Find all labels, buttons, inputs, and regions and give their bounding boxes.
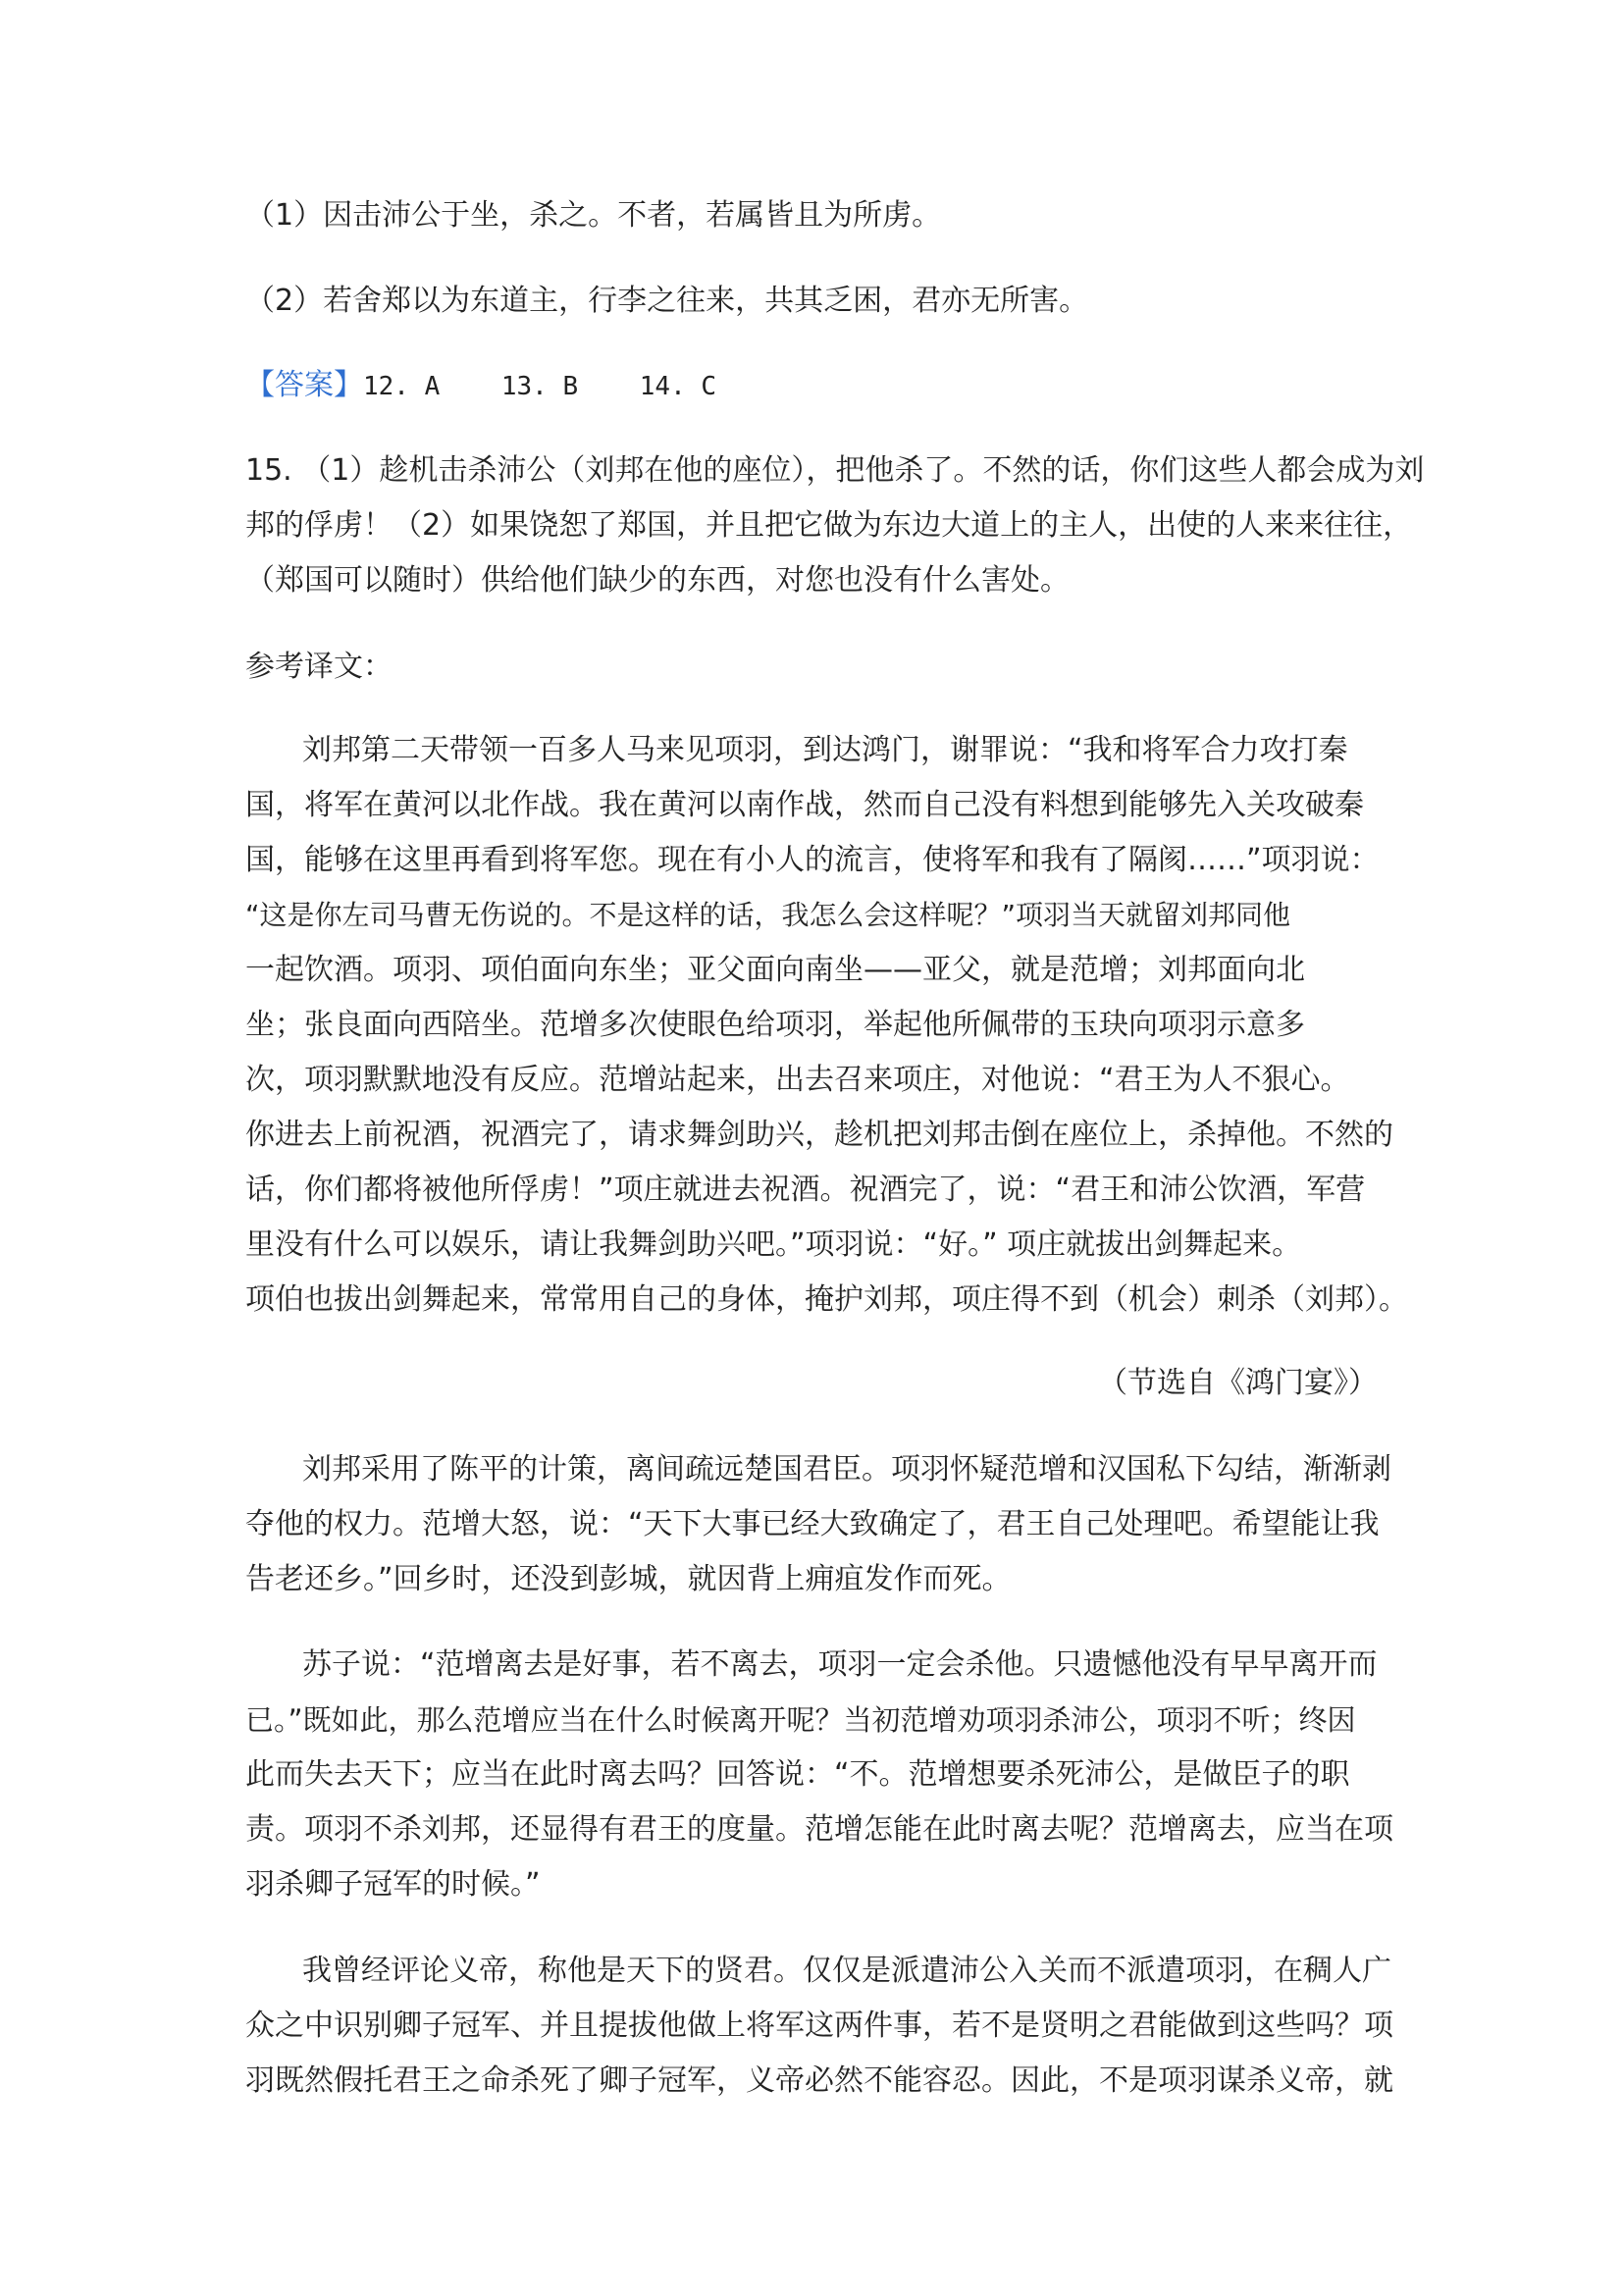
para1-line-9: 话，你们都将被他所俘虏！”项庄就进去祝酒。祝酒完了，说：“君王和沛公饮酒，军营 — [245, 1173, 1366, 1207]
para2-line-3: 告老还乡。”回乡时，还没到彭城，就因背上痈疽发作而死。 — [245, 1562, 1012, 1596]
para4-line-3: 羽既然假托君王之命杀死了卿子冠军，义帝必然不能容忍。因此，不是项羽谋杀义帝，就 — [245, 2063, 1393, 2098]
answer15-line-3: （郑国可以随时）供给他们缺少的东西，对您也没有什么害处。 — [245, 563, 1070, 598]
para4-line-1: 我曾经评论义帝，称他是天下的贤君。仅仅是派遣沛公入关而不派遣项羽，在稠人广 — [302, 1954, 1391, 1988]
para3-line-4: 责。项羽不杀刘邦，还显得有君王的度量。范增怎能在此时离去呢？范增离去，应当在项 — [245, 1812, 1393, 1847]
para1-line-5: 一起饮酒。项羽、项伯面向东坐；亚父面向南坐——亚父，就是范增；刘邦面向北 — [245, 953, 1305, 987]
question-part-1: （1）因击沛公于坐，杀之。不者，若属皆且为所虏。 — [245, 198, 942, 233]
para1-line-3: 国，能够在这里再看到将军您。现在有小人的流言，使将军和我有了隔阂……”项羽说： — [245, 843, 1380, 877]
answer-line — [245, 366, 716, 406]
para2-line-2: 夺他的权力。范增大怒，说：“天下大事已经大致确定了，君王自己处理吧。希望能让我 — [245, 1507, 1380, 1541]
para1-line-6: 坐；张良面向西陪坐。范增多次使眼色给项羽，举起他所佩带的玉玦向项羽示意多 — [245, 1008, 1305, 1042]
para1-line-1: 刘邦第二天带领一百多人马来见项羽，到达鸿门，谢罪说：“我和将军合力攻打秦 — [302, 733, 1348, 767]
para3-line-3: 此而失去天下；应当在此时离去吗？回答说：“不。范增想要杀死沛公，是做臣子的职 — [245, 1757, 1350, 1792]
source-citation: （节选自《鸿门宴》） — [1098, 1366, 1378, 1400]
answer15-line-2: 邦的俘虏！（2）如果饶恕了郑国，并且把它做为东边大道上的主人，出使的人来来往往， — [245, 508, 1413, 543]
para2-line-1: 刘邦采用了陈平的计策，离间疏远楚国君臣。项羽怀疑范增和汉国私下勾结，渐渐剥 — [302, 1452, 1391, 1487]
para4-line-2: 众之中识别卿子冠军、并且提拔他做上将军这两件事，若不是贤明之君能做到这些吗？项 — [245, 2009, 1393, 2043]
para1-line-7: 次，项羽默默地没有反应。范增站起来，出去召来项庄，对他说：“君王为人不狠心。 — [245, 1063, 1350, 1097]
answer15-line-1: 15. （1）趁机击杀沛公（刘邦在他的座位），把他杀了。不然的话，你们这些人都会成为刘 — [245, 453, 1425, 488]
para3-line-2: 已。”既如此，那么范增应当在什么时候离开呢？当初范增劝项羽杀沛公，项羽不听；终因 — [245, 1703, 1356, 1737]
reference-translation-heading: 参考译文： — [245, 650, 393, 684]
para1-line-4: “这是你左司马曹无伤说的。不是这样的话，我怎么会这样呢？”项羽当天就留刘邦同他 — [245, 899, 1291, 931]
para3-line-5: 羽杀卿子冠军的时候。” — [245, 1867, 541, 1902]
para1-line-2: 国，将军在黄河以北作战。我在黄河以南作战，然而自己没有料想到能够先入关攻破秦 — [245, 788, 1364, 822]
answer-tag: 【答案】 — [245, 368, 363, 402]
para1-line-10: 里没有什么可以娱乐，请让我舞剑助兴吧。”项羽说：“好。” 项庄就拔出剑舞起来。 — [245, 1227, 1302, 1262]
answer-choices: 12. A 13. B 14. C — [363, 372, 717, 401]
question-part-2: （2）若舍郑以为东道主，行李之往来，共其乏困，君亦无所害。 — [245, 284, 1089, 318]
para3-line-1: 苏子说：“范增离去是好事，若不离去，项羽一定会杀他。只遗憾他没有早早离开而 — [302, 1647, 1378, 1682]
para1-line-11: 项伯也拔出剑舞起来，常常用自己的身体，掩护刘邦，项庄得不到（机会）刺杀（刘邦）。 — [245, 1282, 1408, 1317]
para1-line-8: 你进去上前祝酒，祝酒完了，请求舞剑助兴，趁机把刘邦击倒在座位上，杀掉他。不然的 — [245, 1118, 1393, 1152]
